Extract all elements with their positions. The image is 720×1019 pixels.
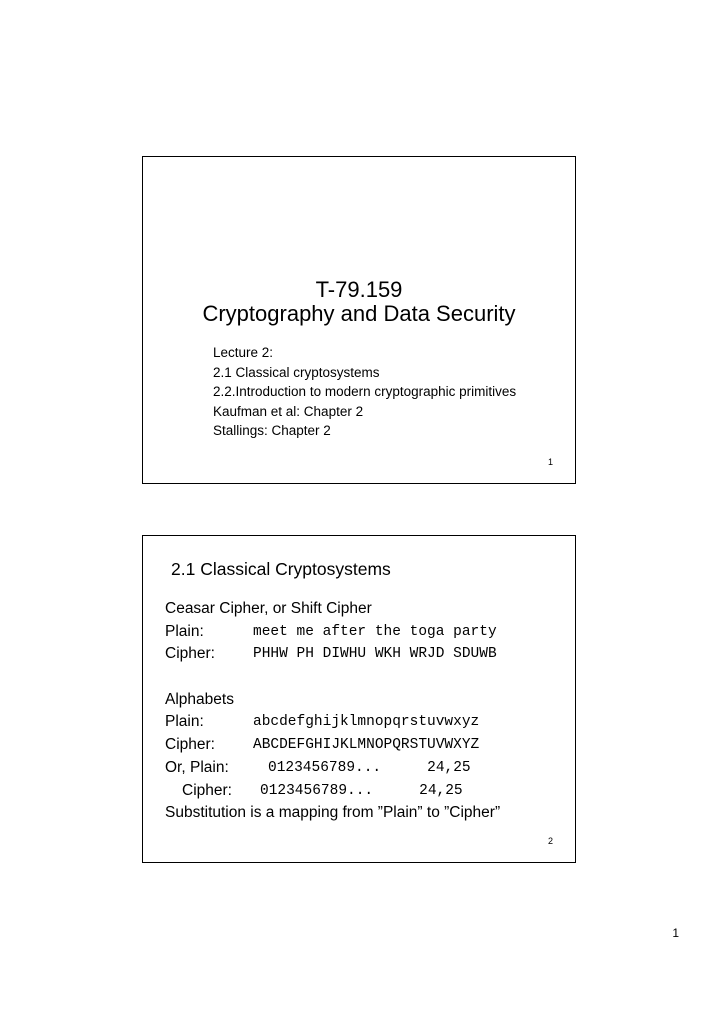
spacer [373,780,419,803]
alpha-cipher-label: Cipher: [165,736,215,754]
lecture-line: Kaufman et al: Chapter 2 [213,403,364,419]
section-heading [165,689,500,712]
slide-number: 2 [547,836,553,846]
slide-number: 1 [547,457,553,467]
summary-text: Substitution is a mapping from ”Plain” to ”Cipher” [165,804,501,822]
num-cipher-a: 0123456789... [260,782,374,799]
lecture-info [213,343,516,441]
cipher-row [165,643,500,666]
slide-body [165,598,500,825]
num-plain-b: 24,25 [427,759,471,776]
slide-2 [142,535,576,863]
course-code: T-79.159 [315,277,403,302]
heading-text: Ceasar Cipher, or Shift Cipher [165,600,372,617]
summary-row [165,802,500,825]
heading-text: Alphabets [165,690,234,708]
num-plain-row [165,757,500,780]
lecture-line: 2.1 Classical cryptosystems [213,364,380,380]
plain-row [165,621,500,644]
course-title: Cryptography and Data Security [202,301,516,326]
alpha-cipher: ABCDEFGHIJKLMNOPQRSTUVWXYZ [253,737,480,754]
spacer [381,757,427,780]
slide-title: 2.1 Classical Cryptosystems [171,559,391,579]
plain-label: Plain: [165,622,204,640]
lecture-line: 2.2.Introduction to modern cryptographic primitives [213,384,517,399]
num-cipher-b: 24,25 [419,782,463,799]
alpha-plain-label: Plain: [165,713,204,731]
spacer [165,666,500,689]
lecture-line: Stallings: Chapter 2 [213,423,331,438]
alpha-plain: abcdefghijklmnopqrstuvwxyz [253,714,480,731]
num-cipher-row [165,780,500,803]
lecture-line: Lecture 2: [213,345,274,360]
plain-text: meet me after the toga party [253,623,497,640]
section-heading [165,598,500,621]
num-plain-a: 0123456789... [268,759,382,776]
slide-1 [142,156,576,484]
alpha-cipher-row [165,734,500,757]
page-number: 1 [672,926,679,940]
cipher-label: Cipher: [165,645,215,663]
num-plain-label: Or, Plain: [165,758,229,776]
alpha-plain-row [165,711,500,734]
num-cipher-label: Cipher: [182,781,232,799]
cipher-text: PHHW PH DIWHU WKH WRJD SDUWB [253,646,497,663]
